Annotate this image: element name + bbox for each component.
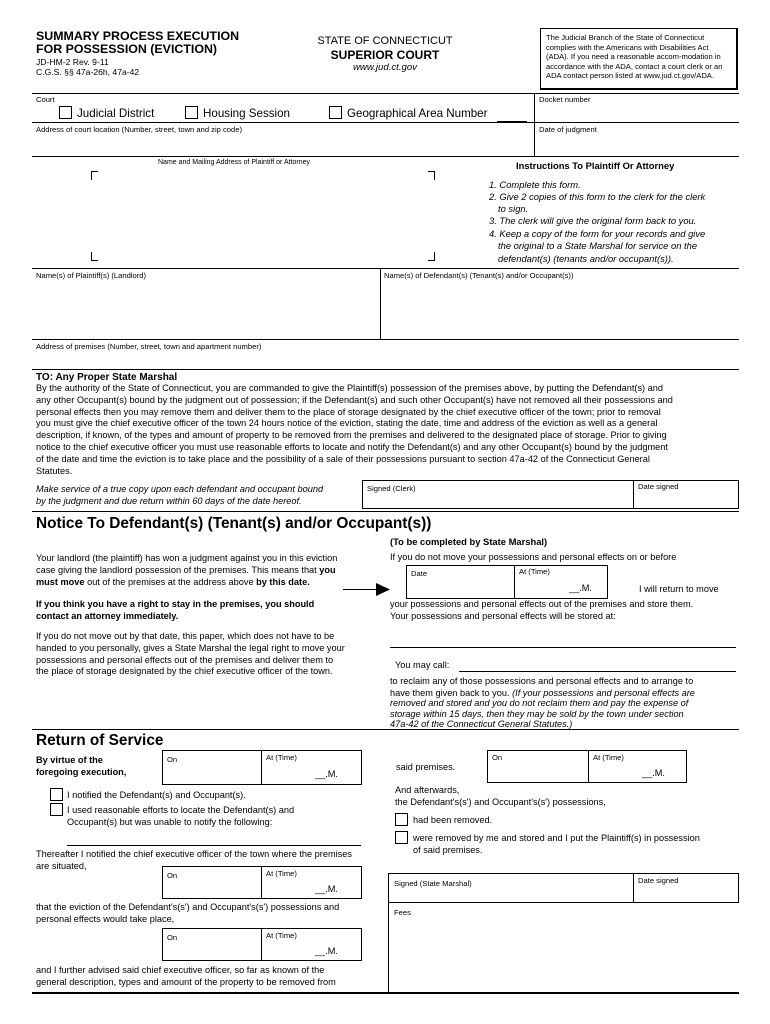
instruction-1: 1. Complete this form. — [489, 179, 581, 190]
eviction-text: that the eviction of the Defendant's(s') and Occupant's(s') possessions and personal effects would take place, — [36, 902, 340, 924]
notice-right-intro: If you do not move your possessions and personal effects on or before — [390, 552, 677, 562]
notified-checkbox[interactable] — [50, 788, 63, 801]
will-return-text: I will return to move — [639, 584, 719, 594]
notice-left-paragraph-3: If you do not move out by that date, this paper, which does not have to be handed to you personally, gives a State Marshal the legal right to move your possessions and personal effects out of the premises and deliver them to the place of storage designated by the chief executive officer of the town. — [36, 631, 345, 677]
premises-time-label: At (Time) — [593, 753, 624, 762]
unable-to-notify-field[interactable] — [67, 845, 361, 846]
reclaim-text: to reclaim any of those possessions and personal effects and to arrange to have them given back to you. (If your possessions and personal effects are — [390, 676, 695, 698]
notify-meridiem: __.M. — [315, 769, 338, 779]
housing-session-label: Housing Session — [203, 107, 291, 120]
form-number: JD-HM-2 Rev. 9-11 — [36, 57, 109, 67]
eviction-date-time-box[interactable] — [162, 928, 362, 961]
ceo-notice-time-label: At (Time) — [266, 869, 297, 878]
arrow-line — [343, 589, 379, 590]
court-address-label: Address of court location (Number, street, town and zip code) — [36, 125, 242, 134]
move-time-label: At (Time) — [519, 567, 550, 576]
notify-on-label: On — [167, 755, 178, 764]
ada-notice-text: The Judicial Branch of the State of Connecticut complies with the Americans with Disabilities Act (ADA). If you need a reasonable accom-modation in accordance with the ADA, contact a court clerk or an ADA contact person listed at www.jud.ct.gov/ADA. — [546, 33, 723, 81]
housing-session-checkbox[interactable] — [185, 106, 198, 119]
premises-address-label: Address of premises (Number, street, town and apartment number) — [36, 342, 262, 351]
ada-notice-box — [540, 28, 738, 90]
notified-label: I notified the Defendant(s) and Occupant(s). — [67, 790, 246, 800]
marshal-date-signed-label: Date signed — [638, 876, 679, 885]
signed-clerk-label: Signed (Clerk) — [367, 484, 416, 493]
move-date-label: Date — [411, 569, 428, 578]
notice-left-paragraph-2: If you think you have a right to stay in the premises, you should contact an attorney immediately. — [36, 599, 315, 621]
instruction-2: 2. Give 2 copies of this form to the clerk for the clerk — [489, 191, 706, 202]
premises-date-time-box[interactable] — [487, 750, 687, 783]
afterwards-text: And afterwards, the Defendant's(s') and Occupant's(s') possessions, — [395, 785, 606, 807]
move-meridiem: __.M. — [569, 583, 592, 593]
form-title-line1: SUMMARY PROCESS EXECUTION — [36, 29, 240, 43]
storage-location-field[interactable] — [390, 647, 736, 648]
geographical-area-checkbox[interactable] — [329, 106, 342, 119]
signed-marshal-label: Signed (State Marshal) — [394, 879, 472, 888]
notice-heading: Notice To Defendant(s) (Tenant(s) and/or Occupant(s)) — [36, 515, 432, 532]
had-been-removed-label: had been removed. — [413, 815, 493, 825]
return-of-service-heading: Return of Service — [36, 732, 164, 749]
plaintiff-names-label: Name(s) of Plaintiff(s) (Landlord) — [36, 271, 147, 280]
defendant-names-label: Name(s) of Defendant(s) (Tenant(s) and/or Occupant(s)) — [384, 271, 574, 280]
service-note: Make service of a true copy upon each defendant and occupant bound by the judgment and due return within 60 days of the date hereof. — [36, 484, 324, 506]
reasonable-efforts-label: I used reasonable efforts to locate the Defendant(s) and Occupant(s) but was unable to notify the following: — [67, 805, 295, 827]
further-advised-text: and I further advised said chief executive officer, so far as known of the general description, types and amount of the property to be removed from — [36, 965, 336, 987]
were-removed-checkbox[interactable] — [395, 831, 408, 844]
instruction-4-cont1: the original to a State Marshal for service on the — [498, 240, 698, 251]
court-website[interactable]: www.jud.ct.gov — [353, 62, 417, 73]
eviction-meridiem: __.M. — [315, 946, 338, 956]
instruction-2-cont: to sign. — [498, 203, 529, 214]
clerk-date-signed-label: Date signed — [638, 482, 679, 491]
said-premises-text: said premises. — [396, 762, 456, 772]
marshal-order-heading: TO: Any Proper State Marshal — [36, 372, 178, 383]
ceo-notice-date-time-box[interactable] — [162, 866, 362, 899]
eviction-on-label: On — [167, 933, 178, 942]
marshal-signature-box[interactable] — [388, 873, 739, 903]
state-name: STATE OF CONNECTICUT — [317, 35, 453, 47]
were-removed-label: were removed by me and stored and I put the Plaintiff(s) in possession of said premises. — [413, 833, 700, 855]
date-of-judgment-label: Date of judgment — [539, 125, 597, 134]
you-may-call-label: You may call: — [395, 660, 450, 670]
fees-label: Fees — [394, 908, 411, 917]
instruction-4-cont2: defendant(s) (tenants and/or occupant(s)). — [498, 253, 674, 264]
judicial-district-checkbox[interactable] — [59, 106, 72, 119]
plaintiff-mailing-address-label: Name and Mailing Address of Plaintiff or Attorney — [158, 159, 311, 166]
notice-left-paragraph-1: Your landlord (the plaintiff) has won a judgment against you in this eviction case giving the landlord possession of the premises. This means that you must move out of the premises at the address above by this date. — [36, 553, 338, 587]
arrow-head-icon — [376, 583, 390, 596]
instructions-title: Instructions To Plaintiff Or Attorney — [516, 160, 675, 171]
eviction-time-label: At (Time) — [266, 931, 297, 940]
reasonable-efforts-checkbox[interactable] — [50, 803, 63, 816]
instruction-3: 3. The clerk will give the original form back to you. — [489, 215, 697, 226]
court-label: Court — [36, 95, 55, 104]
notify-date-time-box[interactable] — [162, 750, 362, 785]
notify-time-label: At (Time) — [266, 753, 297, 762]
judicial-district-label: Judicial District — [77, 107, 155, 120]
clerk-signature-box[interactable] — [362, 480, 739, 509]
notice-right-storage: your possessions and personal effects out of the premises and store them. Your possessions and personal effects will be stored at: — [390, 599, 694, 621]
had-been-removed-checkbox[interactable] — [395, 813, 408, 826]
ceo-notice-meridiem: __.M. — [315, 884, 338, 894]
premises-meridiem: __.M. — [642, 768, 665, 778]
premises-on-label: On — [492, 753, 503, 762]
thereafter-text: Thereafter I notified the chief executive officer of the town where the premises are situated, — [36, 849, 352, 871]
form-title-line2: FOR POSSESSION (EVICTION) — [36, 42, 218, 56]
marshal-order-body: By the authority of the State of Connecticut, you are commanded to give the Plaintiff(s) possession of the premises above, by putting the Defendant(s) and any other Occupant(s) bound by the judgment out of possession; if the Defendant(s) and such other Occupant(s) have not removed all their possessions and personal effects then you may remove them and deliver them to the place of storage designated by the chief executive officer of the town; prior to removal you must give the chief executive officer of the town 24 hours notice of the eviction, stating the date, time and address of the eviction as well as a general description, if known, of the types and amount of property to be removed from the premises and delivered to the designated place of storage. Prior to giving notice to the chief executive officer you must use reasonable efforts to locate and notify the Defendant(s) and any other Occupant(s) bound by the judgment of the date and time the eviction is to take place and the possibility of a sale of their possessions pursuant to section 47a-42 of the Connecticut General Statutes. — [36, 383, 673, 476]
docket-number-label: Docket number — [539, 95, 591, 104]
by-virtue-text: By virtue of the foregoing execution, — [36, 755, 127, 777]
court-name: SUPERIOR COURT — [330, 48, 440, 62]
ceo-notice-on-label: On — [167, 871, 178, 880]
instruction-4: 4. Keep a copy of the form for your records and give — [489, 228, 706, 239]
phone-number-field[interactable] — [459, 671, 736, 672]
marshal-complete-note: (To be completed by State Marshal) — [390, 536, 548, 547]
reclaim-italic-text: removed and stored and you do not reclaim them and pay the expense of storage within 15 days, then they may be sold by the town under section 47a-42 of the Connecticut General Statutes.) — [390, 698, 689, 730]
geographical-area-label: Geographical Area Number — [347, 107, 488, 120]
statutes: C.G.S. §§ 47a-26h, 47a-42 — [36, 67, 140, 77]
move-date-time-box[interactable] — [406, 565, 608, 599]
